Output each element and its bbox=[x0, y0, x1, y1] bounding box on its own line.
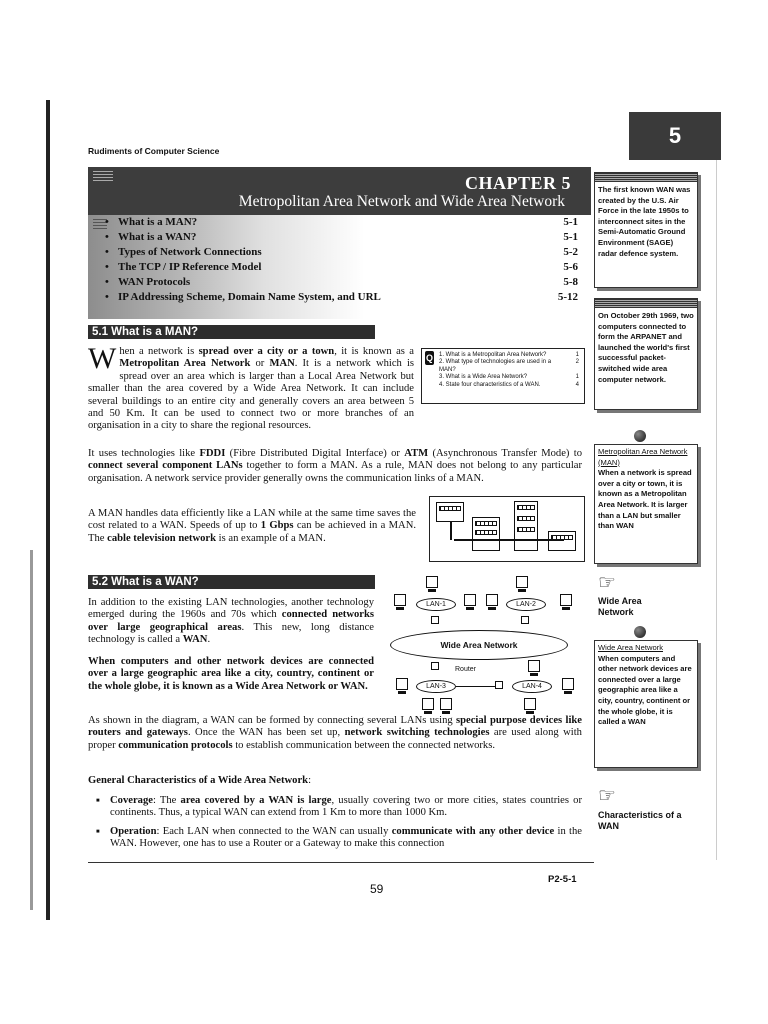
computer-icon bbox=[394, 594, 406, 606]
sidebar-definition-wan bbox=[594, 640, 698, 768]
text-bold: Metropolitan Area Network bbox=[119, 358, 251, 370]
text: together to form a MAN. As a rule, MAN does not belong to any particular organisation. A network service provider generally owns the communication links of a MAN. bbox=[88, 460, 582, 484]
network-link bbox=[456, 686, 495, 687]
push-pin-icon bbox=[634, 626, 646, 638]
text: In addition to the existing LAN technologies, another technology emerged during the 1960s and 70s which bbox=[88, 597, 374, 621]
drop-cap: W bbox=[88, 342, 117, 375]
router-icon bbox=[521, 616, 529, 624]
text: in the WAN. However, one has to use a Router or a Gateway to make this connection bbox=[110, 825, 582, 850]
computer-icon bbox=[422, 698, 434, 710]
text: A MAN handles data efficiently like a LAN while at the same time saves the cost related to a WAN. Speeds of up to bbox=[88, 508, 416, 532]
text-bold: ATM bbox=[404, 448, 429, 459]
toc-page: 5-1 bbox=[563, 216, 578, 228]
question-item bbox=[439, 359, 579, 374]
lan-4-label: LAN-4 bbox=[512, 680, 552, 693]
chapter-tab: 5 bbox=[629, 112, 721, 160]
text-bold: connect several component LANs bbox=[88, 460, 243, 472]
computer-icon bbox=[486, 594, 498, 606]
question-item bbox=[439, 352, 579, 359]
sidebar-text: The first known WAN was created by the U.S. Air Force in the late 1950s to interconnect sites in the Semi-Automatic Ground Environment (SAGE) radar defence system. bbox=[598, 185, 691, 258]
question-item bbox=[439, 382, 579, 389]
text-bold: network switching technologies bbox=[344, 727, 490, 739]
text: are used along with proper bbox=[88, 727, 582, 751]
text: General Characteristics of a Wide Area Network bbox=[88, 775, 309, 786]
toc-item bbox=[118, 245, 578, 260]
computer-icon bbox=[524, 698, 536, 710]
text-bold: MAN bbox=[269, 358, 295, 370]
toc-label: WAN Protocols bbox=[118, 276, 191, 288]
computer-icon bbox=[562, 678, 574, 690]
text: hen a network is bbox=[119, 346, 199, 357]
characteristics-list bbox=[96, 795, 582, 857]
section-heading-man: 5.1 What is a MAN? bbox=[88, 325, 375, 339]
page-code: P2-5-1 bbox=[548, 874, 577, 885]
grip-icon bbox=[595, 173, 697, 182]
toc-item bbox=[118, 260, 578, 275]
sidebar-text: On October 29th 1969, two computers connected to form the ARPANET and launched the world's first successful packet-switched wide area computer network. bbox=[598, 311, 694, 384]
toc-item bbox=[118, 275, 578, 290]
question-marks: 1 bbox=[575, 352, 579, 358]
text-bold: connected networks over large geographical areas bbox=[88, 609, 374, 633]
question-icon: Q bbox=[425, 353, 433, 363]
page-binding-shadow bbox=[46, 100, 50, 920]
wan-cloud-label: Wide Area Network bbox=[390, 630, 568, 660]
pointing-hand-icon: ☞ bbox=[598, 572, 616, 594]
margin-rule bbox=[716, 160, 717, 860]
review-questions-box bbox=[421, 348, 585, 404]
pointing-hand-icon: ☞ bbox=[598, 785, 616, 807]
text: , usually covering two or more cities, states countries or continents. Thus, a typical WAN can extend from 1 Km to more than 1000 Km. bbox=[110, 795, 582, 819]
text: . bbox=[207, 634, 211, 646]
text: to establish communication between the connected networks. bbox=[232, 739, 495, 751]
margin-label-characteristics: Characteristics of a WAN bbox=[598, 810, 682, 831]
wan-definition: When computers and other network devices are connected over a large geographic area like a city, country, continent or the whole globe, it is known as a Wide Area Network or WAN. bbox=[88, 656, 374, 692]
computer-icon bbox=[464, 594, 476, 606]
toc-label: The TCP / IP Reference Model bbox=[118, 261, 262, 273]
chapter-banner bbox=[88, 167, 591, 215]
router-icon bbox=[495, 681, 503, 689]
text: . It is a network which is spread over an area which is larger than a Local Area Network but smaller than the area covered by a Wide Area Network. It can include several buildings to an entire city and generally covers an area between 5 and 50 Km. It can be used to connect two or more branches of an organisation in a city to share the regional resources. bbox=[88, 358, 415, 432]
section-heading-wan: 5.2 What is a WAN? bbox=[88, 575, 375, 589]
sidebar-text: When computers and other network devices are connected over a large geographic area like a city, country, continent or the whole globe, it is called a WAN bbox=[598, 653, 692, 727]
toc-page: 5-1 bbox=[563, 231, 578, 243]
text-bold: communicate with any other device bbox=[391, 825, 555, 837]
text: . This new, long distance technology is called a bbox=[88, 621, 374, 646]
question-marks: 1 bbox=[575, 374, 579, 381]
grip-icon bbox=[93, 171, 113, 183]
list-item bbox=[96, 826, 582, 851]
page-edge-shadow bbox=[30, 550, 33, 910]
text-bold: WAN bbox=[182, 634, 208, 646]
text-bold: 1 Gbps bbox=[260, 520, 294, 532]
text: (Fibre Distributed Digital Interface) or bbox=[225, 448, 405, 459]
text: . Once the WAN has been set up, bbox=[187, 727, 345, 739]
computer-icon bbox=[426, 576, 438, 588]
computer-icon bbox=[396, 678, 408, 690]
chapter-number: CHAPTER 5 bbox=[464, 173, 571, 193]
toc-label: IP Addressing Scheme, Domain Name System, and URL bbox=[118, 291, 381, 303]
text: can be achieved in a MAN. The bbox=[88, 520, 417, 544]
footer-rule bbox=[88, 862, 594, 863]
router-icon bbox=[431, 616, 439, 624]
text-bold: Operation bbox=[110, 825, 157, 837]
building-icon bbox=[514, 501, 538, 551]
building-icon bbox=[436, 502, 464, 522]
man-paragraph-2 bbox=[88, 448, 582, 485]
text: or bbox=[250, 358, 270, 370]
lan-1-label: LAN-1 bbox=[416, 598, 456, 611]
question-item bbox=[439, 374, 579, 381]
sidebar-label: Wide Area Network bbox=[598, 643, 663, 652]
page-number: 59 bbox=[370, 882, 384, 896]
network-link bbox=[450, 522, 452, 540]
building-icon bbox=[548, 531, 576, 551]
text-bold: special purpose devices like routers and gateways bbox=[88, 715, 582, 739]
computer-icon bbox=[516, 576, 528, 588]
push-pin-icon bbox=[634, 430, 646, 442]
text-bold: FDDI bbox=[199, 448, 226, 459]
man-paragraph-1a bbox=[88, 342, 415, 433]
question-text: 4. State four characteristics of a WAN. bbox=[439, 381, 541, 388]
running-head: Rudiments of Computer Science bbox=[88, 146, 220, 156]
wan-paragraph-1 bbox=[88, 597, 374, 647]
text: : Each LAN when connected to the WAN can usually bbox=[156, 825, 392, 837]
grip-icon bbox=[595, 299, 697, 308]
text-bold: cable television network bbox=[107, 532, 216, 544]
question-marks: 4 bbox=[575, 381, 579, 388]
text: : The bbox=[152, 795, 181, 806]
sidebar-definition-man bbox=[594, 444, 698, 564]
toc-label: What is a MAN? bbox=[118, 216, 198, 228]
text: (Asynchronous Transfer Mode) to bbox=[428, 448, 583, 459]
router-icon bbox=[431, 662, 439, 670]
network-link bbox=[454, 539, 564, 541]
list-item bbox=[96, 795, 582, 820]
question-text: 2. What type of technologies are used in a MAN? bbox=[439, 359, 552, 373]
computer-icon bbox=[560, 594, 572, 606]
question-text: 1. What is a Metropolitan Area Network? bbox=[439, 352, 547, 358]
toc-page: 5-12 bbox=[557, 291, 578, 303]
sidebar-label: Metropolitan Area Network (MAN) bbox=[598, 447, 688, 467]
text: As shown in the diagram, a WAN can be formed by connecting several LANs using bbox=[88, 715, 457, 726]
wan-diagram bbox=[388, 572, 588, 722]
toc-page: 5-8 bbox=[563, 276, 578, 288]
toc-label: Types of Network Connections bbox=[118, 246, 262, 258]
toc-label: What is a WAN? bbox=[118, 231, 197, 243]
toc-item bbox=[118, 230, 578, 245]
toc-page: 5-6 bbox=[563, 261, 578, 273]
man-buildings-figure bbox=[429, 496, 585, 562]
man-paragraph-3 bbox=[88, 508, 416, 545]
toc-item bbox=[118, 290, 578, 305]
computer-icon bbox=[440, 698, 452, 710]
toc-item bbox=[118, 215, 578, 230]
question-marks: 2 bbox=[575, 359, 579, 366]
lan-2-label: LAN-2 bbox=[506, 598, 546, 611]
text-bold: communication protocols bbox=[118, 739, 233, 751]
lan-3-label: LAN-3 bbox=[416, 680, 456, 693]
text-bold: Coverage bbox=[110, 795, 153, 806]
characteristics-heading bbox=[88, 775, 582, 787]
toc-page: 5-2 bbox=[563, 246, 578, 258]
text: : bbox=[308, 775, 312, 786]
text: , it is known as a bbox=[334, 346, 414, 357]
text: It uses technologies like bbox=[88, 448, 200, 459]
text: is an example of a MAN. bbox=[216, 532, 326, 544]
text-bold: spread over a city or a town bbox=[198, 346, 335, 357]
sidebar-note-arpanet bbox=[594, 298, 698, 410]
text-bold: area covered by a WAN is large bbox=[180, 795, 332, 806]
margin-label-wan: Wide Area Network bbox=[598, 596, 642, 617]
chapter-contents bbox=[88, 215, 591, 319]
sidebar-note-wan-history bbox=[594, 172, 698, 288]
computer-icon bbox=[528, 660, 540, 672]
question-text: 3. What is a Wide Area Network? bbox=[439, 374, 528, 381]
chapter-title: Metropolitan Area Network and Wide Area Network bbox=[238, 193, 565, 210]
building-icon bbox=[472, 517, 500, 551]
router-label: Router bbox=[455, 666, 477, 673]
sidebar-text: When a network is spread over a city or town, it is known as a Metropolitan Area Network. It is larger than a LAN but smaller than WAN bbox=[598, 468, 692, 531]
